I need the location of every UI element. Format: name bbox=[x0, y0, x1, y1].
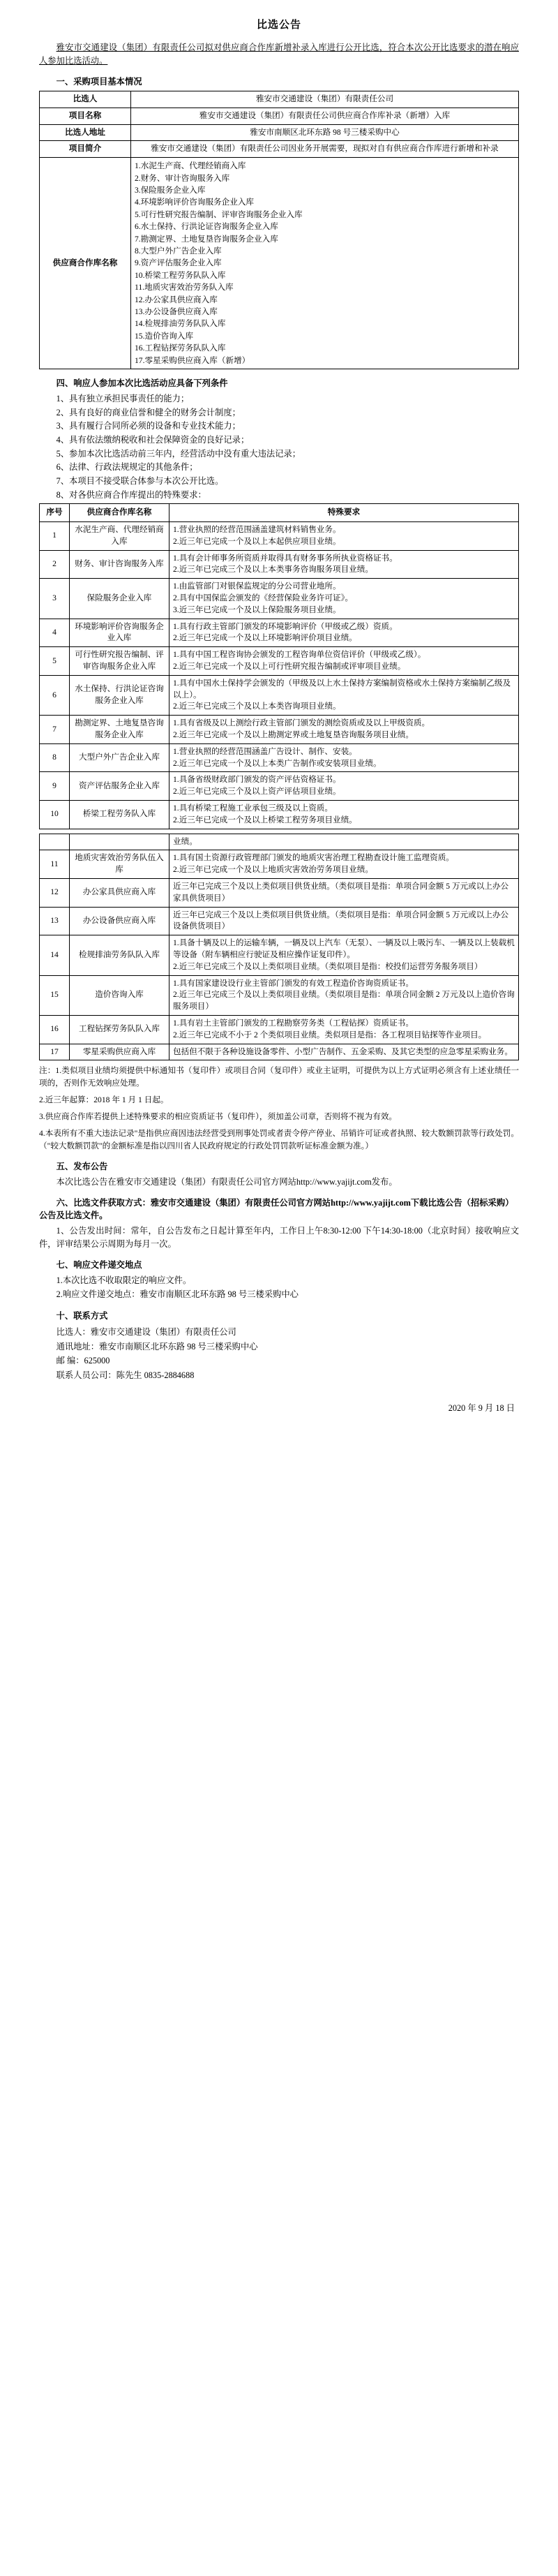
requirement-line: 2.近三年已完成一个及以上勘测定界或土地复垦咨询服务项目业绩。 bbox=[173, 730, 414, 740]
table-row bbox=[40, 716, 519, 744]
requirement-line: 2.近三年已完成一个及以上本类广告制作或安装项目业绩。 bbox=[173, 758, 382, 768]
cell-requirement bbox=[169, 975, 519, 1015]
cell-requirement bbox=[169, 647, 519, 676]
cell-category: 勘测定界、土地复垦咨询服务企业入库 bbox=[70, 716, 169, 744]
section-heading-5: 五、发布公告 bbox=[56, 1162, 108, 1172]
list-item: 7.勘测定界、土地复垦咨询服务企业入库 bbox=[135, 234, 278, 244]
section5-text: 本次比选公告在雅安市交通建设（集团）有限责任公司官方网站http://www.yajijt.com发布。 bbox=[56, 1177, 398, 1187]
cell-no: 5 bbox=[40, 647, 70, 676]
cell-category: 工程钻探劳务队队入库 bbox=[70, 1015, 169, 1044]
cell-category: 水土保持、行洪论证咨询服务企业入库 bbox=[70, 675, 169, 715]
cell-category: 检规排油劳务队队入库 bbox=[70, 935, 169, 975]
table-row bbox=[40, 579, 519, 619]
cell-category: 造价咨询入库 bbox=[70, 975, 169, 1015]
cell-no: 15 bbox=[40, 975, 70, 1015]
document-date: 2020 年 9 月 18 日 bbox=[448, 1403, 515, 1414]
row-value: 雅安市南顺区北环东路 98 号三楼采购中心 bbox=[131, 124, 519, 141]
table-row bbox=[40, 935, 519, 975]
note-1: 注：1.类似项目业绩均须提供中标通知书（复印件）或项目合同（复印件）或业主证明，可提供为以上方式证明必须含有上述业绩任一项的，否则作无效响应处理。 bbox=[39, 1066, 519, 1088]
page-title: 比选公告 bbox=[256, 20, 301, 31]
list-item: 13.办公设备供应商入库 bbox=[135, 306, 218, 316]
table-row bbox=[40, 850, 519, 879]
contact-line: 邮 编：625000 bbox=[56, 1356, 110, 1366]
row-value: 雅安市交通建设（集团）有限责任公司供应商合作库补录（新增）入库 bbox=[131, 108, 519, 124]
list-item: 3、具有履行合同所必须的设备和专业技术能力； bbox=[56, 421, 241, 431]
contact-line: 通讯地址：雅安市南顺区北环东路 98 号三楼采购中心 bbox=[56, 1341, 258, 1352]
table-row bbox=[40, 907, 519, 935]
cell-requirement bbox=[169, 675, 519, 715]
contact-line: 比选人：雅安市交通建设（集团）有限责任公司 bbox=[56, 1326, 236, 1337]
list-item: 11.地质灾害效治劳务队入库 bbox=[135, 283, 234, 293]
row-label: 项目简介 bbox=[40, 141, 131, 158]
cell-no bbox=[40, 834, 70, 850]
cell-no: 1 bbox=[40, 522, 70, 551]
table-row bbox=[40, 772, 519, 801]
cell-category: 大型户外广告企业入库 bbox=[70, 743, 169, 772]
cell-category: 办公家具供应商入库 bbox=[70, 879, 169, 908]
cell-no: 4 bbox=[40, 619, 70, 647]
requirement-line: 2.近三年已完成不小于 2 个类似项目业绩。类似项目是指：各工程项目钻探等作业项目。 bbox=[173, 1030, 487, 1039]
list-item: 4、具有依法缴纳税收和社会保障资金的良好记录； bbox=[56, 434, 250, 445]
list-item: 16.工程钻探劳务队队入库 bbox=[135, 343, 226, 353]
table-row-continuation bbox=[40, 834, 519, 850]
list-item: 5.可行性研究报告编制、评审咨询服务企业入库 bbox=[135, 209, 303, 219]
row-label: 供应商合作库名称 bbox=[40, 158, 131, 369]
cell-category: 办公设备供应商入库 bbox=[70, 907, 169, 935]
requirement-line: 2.近三年已完成一个及以上桥梁工程劳务项目业绩。 bbox=[173, 815, 357, 824]
list-item: 17.零星采购供应商入库（新增） bbox=[135, 355, 250, 365]
cell-category: 保险服务企业入库 bbox=[70, 579, 169, 619]
requirement-line: 1.具有省级及以上测绘行政主管部门颁发的测绘资质或及以上甲级资质。 bbox=[173, 718, 430, 728]
requirement-line: 2.近三年已完成三个及以上本类咨询项目业绩。 bbox=[173, 702, 341, 711]
requirement-line: 2.近三年已完成三个及以上类似项目业绩。（类似项目是指：单项合同金额 2 万元及以上造价咨询服务项目） bbox=[173, 990, 515, 1012]
table-row bbox=[40, 141, 519, 158]
list-item: 9.资产评估服务企业入库 bbox=[135, 258, 222, 268]
requirement-line: 2.近三年已完成三个及以上类似项目业绩。（类似项目是指：校投们运营劳务服务项目） bbox=[173, 961, 483, 971]
requirement-line: 1.具有会计师事务所资质并取得具有财务事务所执业资格证书。 bbox=[173, 553, 398, 563]
cell-no: 17 bbox=[40, 1044, 70, 1060]
requirement-line: 2.近三年已完成一个及以上可行性研究报告编制或评审项目业绩。 bbox=[173, 662, 406, 672]
requirement-line: 1.具有中国水土保持学会颁发的（甲级及以上水土保持方案编制资格或水土保持方案编制乙级及以上）。 bbox=[173, 678, 511, 699]
cell-no: 9 bbox=[40, 772, 70, 801]
cell-category: 环境影响评价咨询服务企业入库 bbox=[70, 619, 169, 647]
requirement-line: 2.近三年已完成三个及以上资产评估项目业绩。 bbox=[173, 787, 341, 797]
requirement-line: 1.具备十辆及以上的运输车辆，一辆及以上汽车（无泵）、一辆及以上吸污车、一辆及以上装载机等设备（附车辆相应行驶证及相应操作证复印件）。 bbox=[173, 938, 515, 959]
coop-library-list bbox=[131, 158, 519, 369]
list-item: 8.大型户外广告企业入库 bbox=[135, 246, 222, 256]
requirement-line: 2.近三年已完成一个及以上本起供应项目业绩。 bbox=[173, 536, 341, 546]
requirement-line: 近三年已完成三个及以上类似项目供货业绩。（类似项目是指：单项合同金额 5 万元或以上办公家具供货项目） bbox=[173, 882, 509, 903]
note-2: 2.近三年起算：2018 年 1 月 1 日起。 bbox=[39, 1095, 169, 1105]
cell-no: 14 bbox=[40, 935, 70, 975]
cell-no: 11 bbox=[40, 850, 70, 879]
requirement-line: 1.具有岩土主管部门颁发的工程勘察劳务类（工程钻探）资质证书。 bbox=[173, 1018, 414, 1028]
table-row-coop-library bbox=[40, 158, 519, 369]
cell-no: 16 bbox=[40, 1015, 70, 1044]
section6-subtext: 1、公告发出时间：常年，自公告发布之日起计算至年内，工作日上午8:30-12:00 下午14:30-18:00（北京时间）接收响应文件，评审结果公示周期为每月一次。 bbox=[39, 1226, 519, 1250]
table-row bbox=[40, 91, 519, 108]
cell-no: 6 bbox=[40, 675, 70, 715]
table-row bbox=[40, 1015, 519, 1044]
requirement-line: 包括但不限于各种设施设备零件、小型广告制作、五金采购、及其它类型的应急零星采购业务。 bbox=[173, 1046, 513, 1056]
list-item: 7、本项目不接受联合体参与本次公开比选。 bbox=[56, 475, 224, 486]
column-header-requirement: 特殊要求 bbox=[169, 504, 519, 522]
requirement-line: 2.近三年已完成三个及以上本类事务咨询服务项目业绩。 bbox=[173, 565, 373, 575]
requirement-line: 1.具有桥梁工程施工业承包三级及以上资质。 bbox=[173, 804, 333, 813]
cell-requirement-continued: 业绩。 bbox=[169, 834, 519, 850]
cell-category: 地质灾害效治劳务队伍入库 bbox=[70, 850, 169, 879]
cell-requirement bbox=[169, 1044, 519, 1060]
cell-no: 2 bbox=[40, 550, 70, 579]
requirement-line: 1.具备省级财政部门颁发的资产评估资格证书。 bbox=[173, 775, 341, 785]
cell-category: 财务、审计咨询服务入库 bbox=[70, 550, 169, 579]
cell-category: 可行性研究报告编制、评审咨询服务企业入库 bbox=[70, 647, 169, 676]
condition-list bbox=[39, 392, 519, 502]
table-row bbox=[40, 801, 519, 829]
cell-requirement bbox=[169, 522, 519, 551]
section-heading-8: 十、联系方式 bbox=[56, 1310, 108, 1321]
row-value: 雅安市交通建设（集团）有限责任公司因业务开展需要，现拟对自有供应商合作库进行新增和补录 bbox=[131, 141, 519, 158]
list-item: 5、参加本次比选活动前三年内，经营活动中没有重大违法记录； bbox=[56, 448, 301, 459]
list-item: 6.水土保持、行洪论证咨询服务企业入库 bbox=[135, 222, 278, 232]
table-row bbox=[40, 1044, 519, 1060]
contact-block bbox=[39, 1325, 519, 1384]
requirement-line: 2.近三年已完成一个及以上环境影响评价项目业绩。 bbox=[173, 633, 357, 643]
basic-info-table bbox=[39, 91, 519, 369]
row-value: 雅安市交通建设（集团）有限责任公司 bbox=[131, 91, 519, 108]
cell-requirement bbox=[169, 579, 519, 619]
cell-no: 7 bbox=[40, 716, 70, 744]
cell-requirement bbox=[169, 1015, 519, 1044]
note-4: 4.本表所有不重大违法记录"是指供应商因违法经营受到刑事处罚或者责令停产停业、吊销许可证或者执照、较大数额罚款等行政处罚。（"较大数额罚款"的金额标准是指以四川省人民政府规定的行政处罚罚款听证标准金额为准。） bbox=[39, 1129, 519, 1151]
contact-line: 联系人员公司：陈先生 0835-2884688 bbox=[56, 1370, 195, 1381]
row-label: 比选人 bbox=[40, 91, 131, 108]
cell-requirement bbox=[169, 743, 519, 772]
requirement-line: 1.具有中国工程咨询协会颁发的工程咨询单位资信评价（甲级或乙级）。 bbox=[173, 650, 426, 660]
cell-requirement bbox=[169, 801, 519, 829]
column-header-category: 供应商合作库名称 bbox=[70, 504, 169, 522]
special-requirements-table bbox=[39, 503, 519, 829]
table-row bbox=[40, 675, 519, 715]
table-row bbox=[40, 619, 519, 647]
list-item: 2.财务、审计咨询服务入库 bbox=[135, 173, 230, 183]
section7-list bbox=[39, 1274, 519, 1301]
cell-no: 12 bbox=[40, 879, 70, 908]
list-item: 12.办公家具供应商入库 bbox=[135, 295, 218, 304]
list-item: 2、具有良好的商业信誉和健全的财务会计制度； bbox=[56, 407, 241, 417]
requirement-line: 近三年已完成三个及以上类似项目供货业绩。（类似项目是指：单项合同金额 5 万元或以上办公设备供货项目） bbox=[173, 910, 509, 931]
requirement-line: 1.营业执照的经营范围涵盖广告设计、制作、安装。 bbox=[173, 746, 357, 756]
list-item: 6、法律、行政法规规定的其他条件； bbox=[56, 462, 198, 473]
table-row bbox=[40, 879, 519, 908]
note-3: 3.供应商合作库若提供上述特殊要求的相应资质证书（复印件），须加盖公司章，否则将不视为有效。 bbox=[39, 1112, 398, 1122]
requirement-line: 1.具有国土资源行政管理部门颁发的地质灾害治理工程勘查设计施工监理资质。 bbox=[173, 853, 454, 863]
section-heading-1: 一、采购项目基本情况 bbox=[56, 77, 142, 87]
table-row bbox=[40, 108, 519, 124]
cell-no: 8 bbox=[40, 743, 70, 772]
cell-no: 3 bbox=[40, 579, 70, 619]
section-heading-4: 四、响应人参加本次比选活动应具备下列条件 bbox=[56, 378, 228, 388]
cell-category: 零星采购供应商入库 bbox=[70, 1044, 169, 1060]
table-row bbox=[40, 647, 519, 676]
cell-requirement bbox=[169, 716, 519, 744]
list-item: 4.环境影响评价咨询服务企业入库 bbox=[135, 198, 255, 207]
list-item: 1.水泥生产商、代理经销商入库 bbox=[135, 161, 246, 171]
cell-requirement bbox=[169, 879, 519, 908]
section-heading-6: 六、比选文件获取方式：雅安市交通建设（集团）有限责任公司官方网站http://www.yajijt.com下载比选公告（招标采购）公告及比选文件。 bbox=[39, 1198, 514, 1221]
table-header-row bbox=[40, 504, 519, 522]
cell-no: 10 bbox=[40, 801, 70, 829]
cell-requirement bbox=[169, 850, 519, 879]
table-row bbox=[40, 522, 519, 551]
cell-requirement bbox=[169, 935, 519, 975]
requirement-line: 1.具有行政主管部门颁发的环境影响评价（甲级或乙级）资质。 bbox=[173, 621, 398, 631]
table-row bbox=[40, 743, 519, 772]
section-heading-7: 七、响应文件递交地点 bbox=[56, 1260, 142, 1271]
list-item: 8、对各供应商合作库提出的特殊要求： bbox=[56, 489, 206, 500]
requirement-line: 1.营业执照的经营范围涵盖建筑材料销售业务。 bbox=[173, 525, 341, 535]
cell-requirement bbox=[169, 907, 519, 935]
requirement-line: 2.近三年已完成一个及以上地质灾害效治劳务项目业绩。 bbox=[173, 865, 373, 875]
list-item: 1、具有独立承担民事责任的能力； bbox=[56, 393, 190, 404]
intro-paragraph: 雅安市交通建设（集团）有限责任公司拟对供应商合作库新增补录入库进行公开比选，符合本次公开比选要求的潜在响应人参加比选活动。 bbox=[39, 43, 519, 66]
row-label: 比选人地址 bbox=[40, 124, 131, 141]
cell-category bbox=[70, 834, 169, 850]
cell-requirement bbox=[169, 772, 519, 801]
cell-category: 桥梁工程劳务队入库 bbox=[70, 801, 169, 829]
cell-no: 13 bbox=[40, 907, 70, 935]
cell-requirement bbox=[169, 550, 519, 579]
table-row bbox=[40, 975, 519, 1015]
special-requirements-table-continued bbox=[39, 834, 519, 1061]
list-item: 2.响应文件递交地点：雅安市南顺区北环东路 98 号三楼采购中心 bbox=[56, 1289, 299, 1299]
list-item: 1.本次比选不收取限定的响应文件。 bbox=[56, 1275, 192, 1286]
cell-requirement bbox=[169, 619, 519, 647]
table-row bbox=[40, 550, 519, 579]
list-item: 10.桥梁工程劳务队队入库 bbox=[135, 270, 226, 280]
row-label: 项目名称 bbox=[40, 108, 131, 124]
table-row bbox=[40, 124, 519, 141]
list-item: 14.检规排油劳务队队入库 bbox=[135, 319, 226, 329]
requirement-line: 1.由监管部门对银保监规定的分公司营业地所。 bbox=[173, 582, 341, 591]
requirement-line: 2.具有中国保监会颁发的《经营保险业务许可证》。 bbox=[173, 593, 353, 603]
requirement-line: 3.近三年已完成一个及以上保险服务项目业绩。 bbox=[173, 605, 341, 614]
cell-category: 资产评估服务企业入库 bbox=[70, 772, 169, 801]
list-item: 3.保险服务企业入库 bbox=[135, 186, 206, 195]
requirement-line: 1.具有国家建设设行业主管部门颁发的有效工程造价咨询资质证书。 bbox=[173, 978, 414, 988]
cell-category: 水泥生产商、代理经销商入库 bbox=[70, 522, 169, 551]
column-header-no: 序号 bbox=[40, 504, 70, 522]
list-item: 15.造价咨询入库 bbox=[135, 331, 194, 341]
